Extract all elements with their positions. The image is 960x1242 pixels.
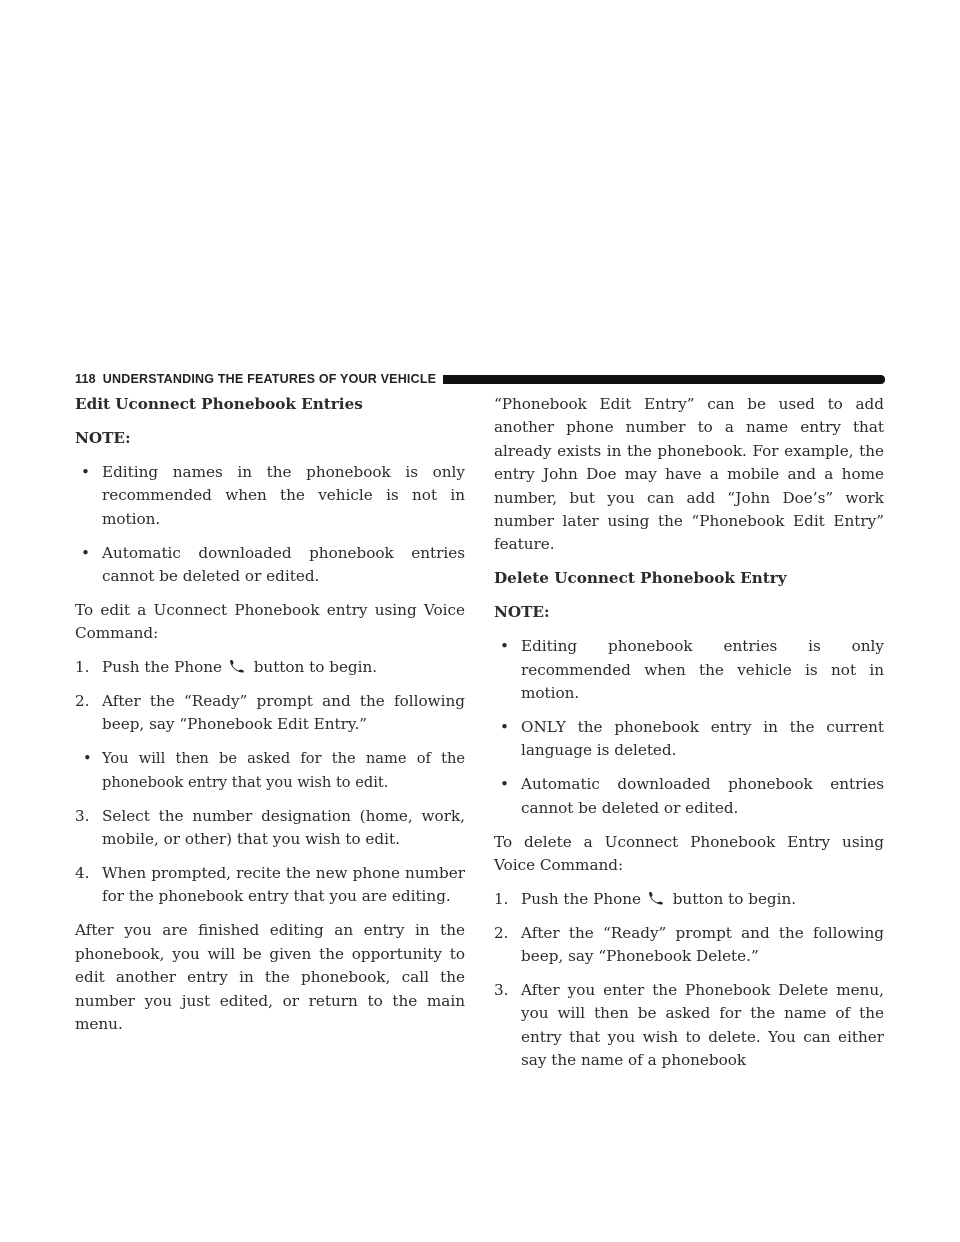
header-rule [443, 375, 885, 384]
phone-icon [647, 891, 667, 905]
step-text: After the “Ready” prompt and the following beep, say “Phonebook Delete.” [521, 923, 884, 966]
step-2 [494, 922, 884, 969]
note-label: NOTE: [494, 603, 550, 622]
list-item [494, 716, 884, 763]
step-3 [494, 979, 884, 1073]
list-item-text: Automatic downloaded phonebook entries cannot be deleted or edited. [521, 775, 884, 817]
step-number: 2. [494, 923, 509, 942]
right-column [494, 393, 884, 1073]
paragraph: To delete a Uconnect Phonebook Entry using Voice Command: [494, 832, 884, 874]
list-item [494, 635, 884, 705]
step-text: When prompted, recite the new phone number for the phonebook entry that you are editing. [102, 864, 465, 906]
list-item-text: Editing names in the phonebook is only recommended when the vehicle is not in motion. [102, 462, 465, 528]
paragraph: After you are finished editing an entry in the phonebook, you will be given the opportunity to edit another entry in the phonebook, call the number you just edited, or return to the main menu. [75, 921, 465, 1033]
section-title: UNDERSTANDING THE FEATURES OF YOUR VEHICLE [102, 372, 437, 386]
step-1 [494, 888, 884, 911]
step-4 [75, 862, 465, 909]
step-text: Select the number designation (home, work, mobile, or other) that you wish to edit. [102, 806, 465, 849]
page-header [75, 370, 885, 388]
step-1 [75, 656, 465, 679]
sub-list-item-text: You will then be asked for the name of the phonebook entry that you wish to edit. [102, 750, 465, 791]
list-item [75, 542, 465, 589]
bullet-icon: • [81, 543, 90, 562]
step-number: 1. [494, 889, 509, 908]
list-item-text: Editing phonebook entries is only recommended when the vehicle is not in motion. [521, 637, 884, 702]
note-label: NOTE: [75, 428, 131, 447]
section-heading-edit: Edit Uconnect Phonebook Entries [75, 395, 363, 413]
step-text: Push the Phone [102, 658, 223, 677]
step-number: 4. [75, 864, 90, 882]
bullet-icon: • [500, 775, 509, 794]
bullet-icon: • [500, 637, 509, 656]
bullet-icon: • [81, 462, 90, 481]
step-number: 2. [75, 692, 90, 711]
bullet-icon: • [500, 717, 509, 736]
step-number: 1. [75, 658, 90, 677]
step-text: Push the Phone [521, 889, 642, 908]
step-text: After the “Ready” prompt and the following beep, say “Phonebook Edit Entry.” [102, 692, 465, 734]
list-item [75, 461, 465, 531]
paragraph: “Phonebook Edit Entry” can be used to add another phone number to a name entry that already exists in the phonebook. For example, the entry John Doe may have a mobile and a home number, but you can add “John Doe’s” work number later using the “Phonebook Edit Entry” feature. [494, 395, 884, 554]
step-2 [75, 690, 465, 737]
phone-icon [228, 659, 248, 673]
step-number: 3. [494, 981, 509, 1000]
step-text: button to begin. [253, 658, 378, 677]
page-number: 118 [75, 372, 96, 386]
section-heading-delete: Delete Uconnect Phonebook Entry [494, 569, 787, 588]
step-number: 3. [75, 806, 90, 825]
step-text: button to begin. [672, 889, 797, 908]
list-item-text: ONLY the phonebook entry in the current language is deleted. [521, 717, 884, 760]
left-column [75, 393, 465, 1036]
step-text: After you enter the Phonebook Delete menu, you will then be asked for the name of the entry that you wish to delete. You can either say the name of a phonebook [521, 981, 884, 1070]
list-item-text: Automatic downloaded phonebook entries cannot be deleted or edited. [102, 543, 465, 585]
bullet-icon: • [83, 750, 92, 768]
list-item [494, 773, 884, 820]
sub-list-item [75, 747, 465, 794]
paragraph: To edit a Uconnect Phonebook entry using Voice Command: [75, 600, 465, 643]
step-3 [75, 805, 465, 852]
